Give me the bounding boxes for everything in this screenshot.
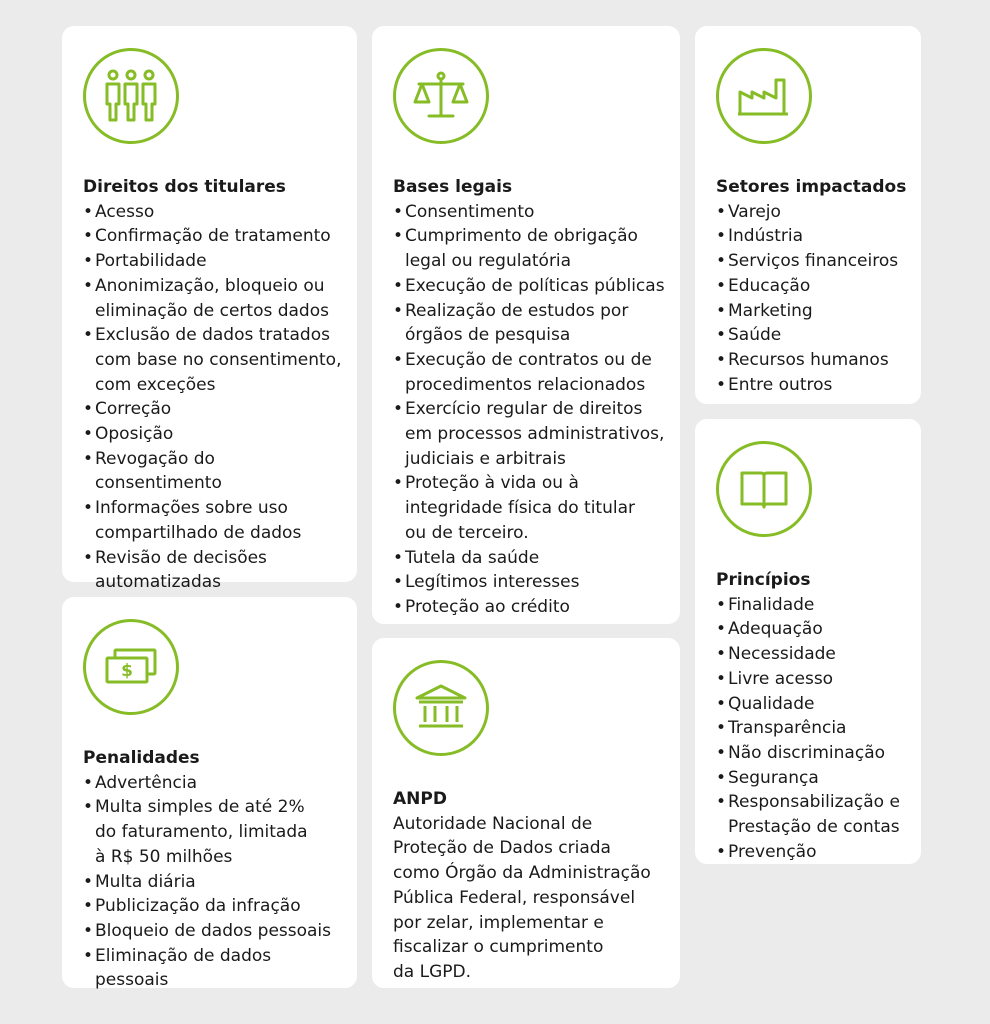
list-item: • Exercício regular de direitos em processos administrativos, judiciais e arbitrais xyxy=(393,397,670,471)
list-item: • Execução de contratos ou de procedimentos relacionados xyxy=(393,348,670,397)
open-book-icon xyxy=(716,441,812,537)
card-title: Setores impactados xyxy=(716,177,907,197)
card-penalidades xyxy=(62,597,357,991)
list-item: • Legítimos interesses xyxy=(393,570,670,595)
list-item: • Bloqueio de dados pessoais xyxy=(83,919,347,944)
card-setores-impactados xyxy=(695,26,921,404)
money-bills-icon xyxy=(83,619,179,715)
list-item: • Não discriminação xyxy=(716,741,911,766)
card-title: Bases legais xyxy=(393,177,513,197)
list-item: • Segurança xyxy=(716,766,911,791)
government-building-icon xyxy=(393,660,489,756)
list-item: • Marketing xyxy=(716,299,911,324)
list-item: • Serviços financeiros xyxy=(716,249,911,274)
list-item: • Exclusão de dados tratados com base no consentimento, com exceções xyxy=(83,323,347,397)
card-title: Direitos dos titulares xyxy=(83,177,286,197)
list-item: • Livre acesso xyxy=(716,667,911,692)
list-item: • Correção xyxy=(83,397,347,422)
card-description: Autoridade Nacional de Proteção de Dados criada como Órgão da Administração Pública Federal, responsável por zelar, implementar e fiscalizar o cumprimento da LGPD. xyxy=(393,813,651,982)
list-item: • Realização de estudos por órgãos de pesquisa xyxy=(393,299,670,348)
list-item: • Responsabilização e Prestação de contas xyxy=(716,790,911,839)
item-list xyxy=(83,200,347,595)
list-item: • Recursos humanos xyxy=(716,348,911,373)
list-item: • Oposição xyxy=(83,422,347,447)
list-item: • Transparência xyxy=(716,716,911,741)
card-bases-legais xyxy=(372,26,680,624)
list-item: • Informações sobre uso compartilhado de dados xyxy=(83,496,347,545)
list-item: • Cumprimento de obrigação legal ou regulatória xyxy=(393,224,670,273)
card-title: ANPD xyxy=(393,789,447,809)
card-direitos-dos-titulares xyxy=(62,26,357,593)
card-title: Princípios xyxy=(716,570,811,590)
list-item: • Finalidade xyxy=(716,593,911,618)
list-item: • Indústria xyxy=(716,224,911,249)
list-item: • Necessidade xyxy=(716,642,911,667)
list-item: • Qualidade xyxy=(716,692,911,717)
list-item: • Anonimização, bloqueio ou eliminação de certos dados xyxy=(83,274,347,323)
list-item: • Prevenção xyxy=(716,840,911,865)
people-group-icon xyxy=(83,48,179,144)
list-item: • Consentimento xyxy=(393,200,670,225)
list-item: • Multa diária xyxy=(83,870,347,895)
list-item: • Educação xyxy=(716,274,911,299)
card-anpd xyxy=(372,638,680,988)
list-item: • Publicização da infração xyxy=(83,894,347,919)
list-item: • Execução de políticas públicas xyxy=(393,274,670,299)
list-item: • Eliminação de dados pessoais xyxy=(83,944,347,993)
factory-icon xyxy=(716,48,812,144)
dollar-glyph: $ xyxy=(121,661,133,681)
card-title: Penalidades xyxy=(83,748,200,768)
item-list xyxy=(393,200,670,620)
list-item: • Acesso xyxy=(83,200,347,225)
list-item: • Revisão de decisões automatizadas xyxy=(83,546,347,595)
item-list xyxy=(83,771,347,993)
item-list xyxy=(716,200,911,398)
list-item: • Entre outros xyxy=(716,373,911,398)
list-item: • Proteção à vida ou à integridade física do titular ou de terceiro. xyxy=(393,471,670,545)
list-item: • Advertência xyxy=(83,771,347,796)
list-item: • Proteção ao crédito xyxy=(393,595,670,620)
item-list xyxy=(716,593,911,865)
list-item: • Tutela da saúde xyxy=(393,546,670,571)
list-item: • Portabilidade xyxy=(83,249,347,274)
scales-icon xyxy=(393,48,489,144)
list-item: • Multa simples de até 2% do faturamento, limitada à R$ 50 milhões xyxy=(83,795,347,869)
list-item: • Revogação do consentimento xyxy=(83,447,347,496)
list-item: • Varejo xyxy=(716,200,911,225)
list-item: • Adequação xyxy=(716,617,911,642)
card-principios xyxy=(695,419,921,864)
list-item: • Confirmação de tratamento xyxy=(83,224,347,249)
list-item: • Saúde xyxy=(716,323,911,348)
